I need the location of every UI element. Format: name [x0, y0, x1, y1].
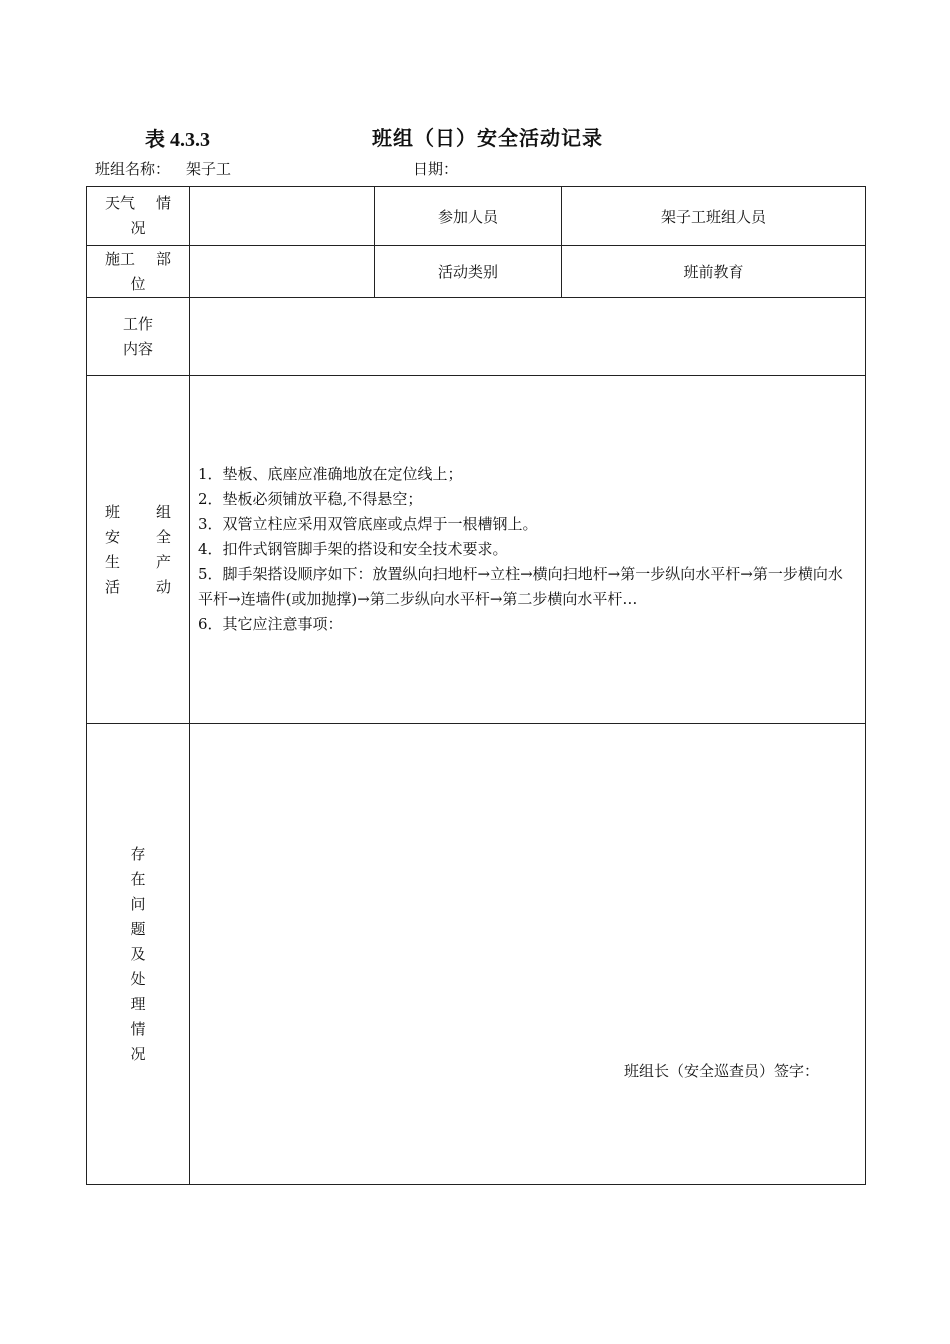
team-leader-signature-label: 班组长（安全巡查员）签字：	[623, 1062, 819, 1080]
activity-type-label: 活动类别	[375, 246, 562, 298]
location-label-a: 施工	[105, 249, 136, 268]
safety-item: 1．垫板、底座应准确地放在定位线上；	[198, 465, 463, 483]
problems-label-cell	[87, 724, 190, 1185]
work-row	[87, 298, 866, 376]
date-label: 日期：	[413, 160, 459, 178]
safety-label-char: 班	[105, 502, 121, 521]
weather-label-a: 天气	[105, 194, 136, 212]
problems-label-char: 情	[130, 1019, 146, 1038]
participants-label: 参加人员	[375, 187, 562, 246]
location-value-cell[interactable]	[190, 246, 375, 298]
work-label-b: 内容	[122, 339, 153, 358]
safety-item: 6．其它应注意事项：	[198, 615, 343, 633]
safety-item: 2．垫板必须铺放平稳,不得悬空；	[198, 490, 423, 508]
team-name-value: 架子工	[186, 160, 232, 178]
safety-label-char: 动	[155, 577, 171, 596]
weather-label-b: 情	[155, 194, 171, 212]
safety-label-char: 产	[155, 552, 171, 571]
problems-label-char: 及	[130, 944, 146, 963]
safety-row	[87, 376, 866, 724]
activity-type-value[interactable]: 班前教育	[562, 246, 866, 298]
location-label-cell	[87, 246, 190, 298]
problems-label-char: 在	[130, 869, 146, 888]
problems-label-char: 理	[130, 994, 146, 1013]
weather-label-c: 况	[130, 219, 146, 237]
weather-value-cell[interactable]	[190, 187, 375, 246]
safety-label-char: 组	[155, 502, 171, 521]
weather-row	[87, 187, 866, 246]
activity-record-table	[86, 186, 866, 1185]
safety-label-char: 活	[105, 577, 121, 596]
safety-label-cell	[87, 376, 190, 724]
table-number: 表 4.3.3	[145, 129, 210, 151]
work-label-cell	[87, 298, 190, 376]
form-title: 班组（日）安全活动记录	[372, 126, 603, 150]
safety-label-char: 生	[105, 552, 121, 571]
location-label-c: 位	[130, 274, 146, 293]
work-label-a: 工作	[122, 314, 153, 333]
problems-label-char: 况	[130, 1044, 146, 1063]
safety-item: 4．扣件式钢管脚手架的搭设和安全技术要求。	[198, 540, 508, 558]
location-row	[87, 246, 866, 298]
safety-content-cell[interactable]	[190, 376, 866, 724]
safety-label-char: 全	[155, 527, 171, 546]
safety-item: 3．双管立柱应采用双管底座或点焊于一根槽钢上。	[198, 515, 538, 533]
safety-label-char: 安	[105, 527, 121, 546]
safety-item: 5．脚手架搭设顺序如下：放置纵向扫地杆→立柱→横向扫地杆→第一步纵向水平杆→第一步横向水平杆→连墙件(或加抛撑)→第二步纵向水平杆→第二步横向水平杆…	[198, 565, 843, 608]
problems-label-char: 存	[130, 844, 146, 863]
location-label-b: 部	[155, 249, 171, 268]
problems-row	[87, 724, 866, 1185]
team-name-label: 班组名称：	[95, 160, 171, 178]
problems-label-char: 题	[130, 919, 146, 938]
participants-value[interactable]: 架子工班组人员	[562, 187, 866, 246]
weather-label-cell	[87, 187, 190, 246]
problems-label-char: 问	[130, 894, 146, 913]
problems-label-char: 处	[130, 969, 146, 988]
work-content-cell[interactable]	[190, 298, 866, 376]
problems-content-cell[interactable]	[190, 724, 866, 1185]
